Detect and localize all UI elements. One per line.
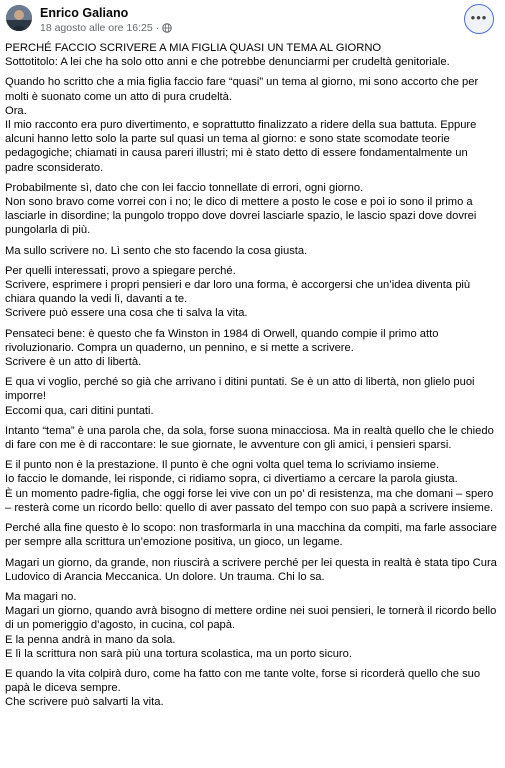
post-paragraph [5,75,499,174]
paragraph-line: Scrivere è un atto di libertà. [5,356,142,369]
paragraph-line: Scrivere può essere una cosa che ti salva la vita. [5,307,248,320]
post-header [0,0,505,40]
post-paragraph [5,327,499,370]
paragraph-line: Io faccio le domande, lei risponde, ci ridiamo sopra, ci divertiamo a cercare la parola giusta. [5,473,458,486]
paragraph-line: Eccomi qua, cari ditini puntati. [5,404,154,417]
post-paragraph [5,244,499,258]
avatar[interactable] [6,5,32,31]
post-text [5,41,499,716]
post-paragraph [5,41,499,69]
post-paragraph [5,375,499,418]
paragraph-line: Magari un giorno, da grande, non riuscirà a scrivere perché per lei questa in realtà è stata tipo Cura Ludovico di Arancia Meccanica. Un dolore. Un trauma. Chi lo sa. [5,556,497,583]
author-name[interactable]: Enrico Galiano [40,6,129,20]
paragraph-line: E qua vi voglio, perché so già che arrivano i ditini puntati. Se è un atto di libertà, non glielo puoi imporre! [5,376,475,403]
avatar-image [6,5,32,31]
paragraph-line: Intanto “tema” è una parola che, da sola, forse suona minacciosa. Ma in realtà quello che le chiedo di fare con me è di raccontare: le sue giornate, le avventure con gli amici, i pensieri sparsi. [5,424,494,452]
post-date[interactable]: 18 agosto alle ore 16:25 [40,22,153,34]
paragraph-line: Ma magari no. [5,590,77,603]
globe-icon[interactable] [162,23,172,33]
paragraph-line: Il mio racconto era puro divertimento, e soprattutto finalizzato a ridere della sua battuta. Eppure alcuni hanno letto solo la parte sul quasi un tema al giorno: e sono state scomodate teorie pedagogiche; chiamati in causa pareri illustri; mi è stato detto di essere fondamentalmente un padre sconsiderato. [5,119,477,174]
more-options-button[interactable] [464,4,494,34]
paragraph-line: E la penna andrà in mano da sola. [5,633,176,646]
meta-separator: · [155,22,160,34]
paragraph-line: Perché alla fine questo è lo scopo: non trasformarla in una macchina da compiti, ma farle associare per sempre alla scrittura un’emozione positiva, un gioco, un legame. [5,522,497,549]
post-paragraph [5,521,499,549]
paragraph-line: Ma sullo scrivere no. Lì sento che sto facendo la cosa giusta. [5,244,308,257]
post-paragraph [5,590,499,661]
paragraph-line: Per quelli interessati, provo a spiegare perché. [5,264,236,277]
paragraph-line: È un momento padre-figlia, che oggi forse lei vive con un po’ di resistenza, ma che domani – spero – resterà come un ricordo bello: quello di aver passato del tempo con suo papà a scrivere insieme. [5,487,494,514]
paragraph-line: E quando la vita colpirà duro, come ha fatto con me tante volte, forse si ricorderà quello che suo papà le diceva sempre. [5,667,481,695]
post-paragraph [5,556,499,584]
more-horizontal-icon: ••• [470,9,488,25]
paragraph-line: Non sono bravo come vorrei con i no; le dico di mettere a posto le cose e poi io sono il primo a lasciarle in disordine; la pungolo troppo dove dovrei lasciarle spazio, le lascio spazi dove dovrei pungolarla di più. [5,196,477,237]
paragraph-line: E il punto non è la prestazione. Il punto è che ogni volta quel tema lo scriviamo insieme. [5,459,440,472]
paragraph-line: Magari un giorno, quando avrà bisogno di mettere ordine nei suoi pensieri, le tornerà il ricordo bello di un pomeriggio d’agosto, in cucina, col papà. [5,605,497,632]
post-paragraph [5,264,499,321]
post-paragraph [5,424,499,452]
post-meta [40,22,172,34]
paragraph-line: Ora. [5,104,27,117]
paragraph-line: PERCHÉ FACCIO SCRIVERE A MIA FIGLIA QUASI UN TEMA AL GIORNO [5,42,382,54]
paragraph-line: E lì la scrittura non sarà più una tortura scolastica, ma un porto sicuro. [5,647,352,660]
paragraph-line: Pensateci bene: è questo che fa Winston in 1984 di Orwell, quando compie il primo atto rivoluzionario. Compra un quaderno, un pennino, e si mette a scrivere. [5,327,439,354]
paragraph-line: Scrivere, esprimere i propri pensieri e dar loro una forma, è accorgersi che un’idea diventa più chiara quando la vedi lì, davanti a te. [5,279,471,306]
paragraph-line: Quando ho scritto che a mia figlia faccio fare “quasi” un tema al giorno, mi sono accorto che per molti è suonato come un atto di pura crudeltà. [5,76,479,103]
paragraph-line: Probabilmente sì, dato che con lei faccio tonnellate di errori, ogni giorno. [5,181,364,194]
post-paragraph [5,181,499,238]
post-paragraph [5,458,499,515]
paragraph-line: Che scrivere può salvarti la vita. [5,696,164,709]
post-paragraph [5,667,499,710]
paragraph-line: Sottotitolo: A lei che ha solo otto anni e che potrebbe denunciarmi per crudeltà genitoriale. [5,56,450,69]
